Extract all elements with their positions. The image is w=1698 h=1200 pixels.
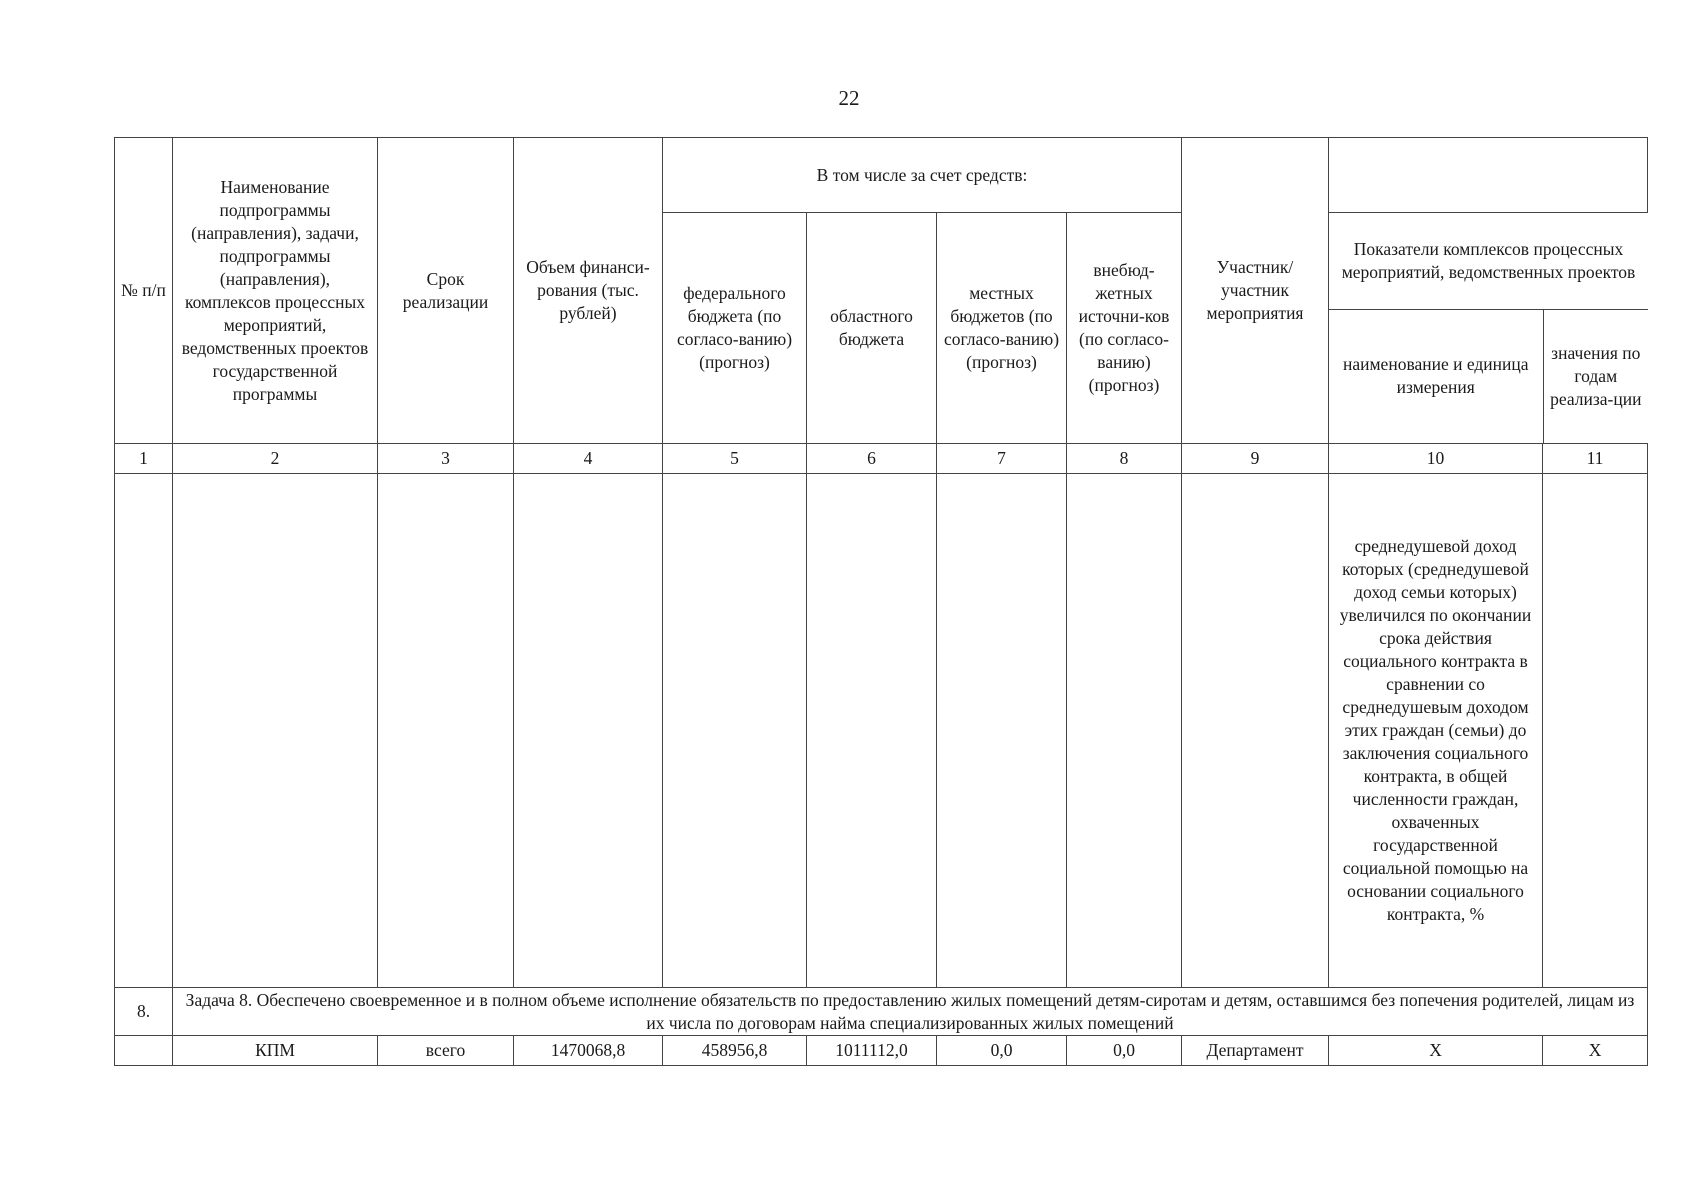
task-number: 8. — [115, 988, 173, 1036]
kpm-extrabudget: 0,0 — [1067, 1036, 1182, 1066]
empty-cell — [937, 474, 1067, 988]
program-table — [114, 137, 1648, 1066]
column-number: 6 — [807, 444, 937, 474]
kpm-indicator-name: Х — [1329, 1036, 1543, 1066]
column-number: 4 — [514, 444, 663, 474]
kpm-federal: 458956,8 — [663, 1036, 807, 1066]
header-extrabudget: внебюд-жетных источни-ков (по согласо-ванию) (прогноз) — [1067, 213, 1182, 444]
kpm-period: всего — [378, 1036, 514, 1066]
header-row-1 — [115, 138, 1648, 213]
column-number: 5 — [663, 444, 807, 474]
header-indicators: Показатели комплексов процессных мероприятий, ведомственных проектов — [1329, 213, 1648, 309]
header-name: Наименование подпрограммы (направления), задачи, подпрограммы (направления), комплексов процессных мероприятий, ведомственных проектов государственной программы — [173, 138, 378, 444]
kpm-row — [115, 1036, 1648, 1066]
header-indicators-group — [1329, 138, 1648, 213]
empty-cell — [1067, 474, 1182, 988]
empty-cell — [807, 474, 937, 988]
header-indicators-cell — [1329, 213, 1648, 444]
kpm-indicator-values: Х — [1543, 1036, 1648, 1066]
header-number: № п/п — [115, 138, 173, 444]
continuation-row — [115, 474, 1648, 988]
header-participant: Участник/ участник мероприятия — [1182, 138, 1329, 444]
empty-cell — [115, 1036, 173, 1066]
column-number: 3 — [378, 444, 514, 474]
kpm-regional: 1011112,0 — [807, 1036, 937, 1066]
column-number: 9 — [1182, 444, 1329, 474]
column-number: 1 — [115, 444, 173, 474]
empty-cell — [378, 474, 514, 988]
header-indicator-name: наименование и единица измерения — [1329, 309, 1543, 443]
column-number: 7 — [937, 444, 1067, 474]
empty-cell — [1182, 474, 1329, 988]
kpm-name: КПМ — [173, 1036, 378, 1066]
column-number: 10 — [1329, 444, 1543, 474]
header-total-funding: Объем финанси-рования (тыс. рублей) — [514, 138, 663, 444]
column-number: 11 — [1543, 444, 1648, 474]
column-numbers-row — [115, 444, 1648, 474]
empty-cell — [1543, 474, 1648, 988]
empty-cell — [514, 474, 663, 988]
task-row — [115, 988, 1648, 1036]
indicators-subtable — [1329, 213, 1648, 443]
empty-cell — [173, 474, 378, 988]
header-local: местных бюджетов (по согласо-ванию) (прогноз) — [937, 213, 1067, 444]
header-period: Срок реализации — [378, 138, 514, 444]
header-regional: областного бюджета — [807, 213, 937, 444]
kpm-local: 0,0 — [937, 1036, 1067, 1066]
header-federal: федерального бюджета (по согласо-ванию) (прогноз) — [663, 213, 807, 444]
indicator-description: среднедушевой доход которых (среднедушевой доход семьи которых) увеличился по окончании срока действия социального контракта в сравнении со среднедушевым доходом этих граждан (семьи) до заключения социального контракта, в общей численности граждан, охваченных государственной социальной помощью на основании социального контракта, % — [1329, 474, 1543, 988]
column-number: 8 — [1067, 444, 1182, 474]
kpm-participant: Департамент — [1182, 1036, 1329, 1066]
column-number: 2 — [173, 444, 378, 474]
page-number: 22 — [838, 86, 860, 110]
empty-cell — [663, 474, 807, 988]
header-indicator-values: значения по годам реализа-ции — [1543, 309, 1648, 443]
task-description: Задача 8. Обеспечено своевременное и в полном объеме исполнение обязательств по предоставлению жилых помещений детям-сиротам и детям, оставшимся без попечения родителей, лицам из их числа по договорам найма специализированных жилых помещений — [173, 988, 1648, 1036]
header-funds-group: В том числе за счет средств: — [663, 138, 1182, 213]
kpm-total: 1470068,8 — [514, 1036, 663, 1066]
empty-cell — [115, 474, 173, 988]
